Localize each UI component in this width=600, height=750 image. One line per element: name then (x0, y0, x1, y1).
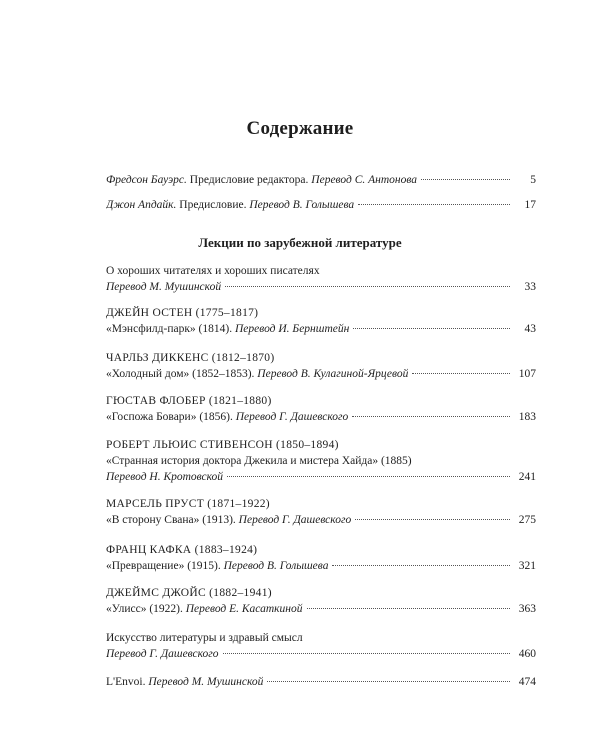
toc-entry-lenvoi[interactable] (106, 674, 536, 690)
entry-work: «В сторону Свана» (1913). (106, 514, 236, 526)
dot-leader (223, 653, 510, 654)
dot-leader (267, 681, 510, 682)
toc-entry-editor-preface[interactable] (106, 172, 536, 188)
toc-entry-proust[interactable] (106, 496, 536, 528)
toc-entry-good-readers[interactable] (106, 263, 536, 295)
entry-work: «Странная история доктора Джекила и мистера Хайда» (1885) (106, 455, 412, 467)
dot-leader (332, 565, 510, 566)
entry-translator: Перевод В. Кулагиной-Ярцевой (257, 368, 409, 380)
dot-leader (355, 519, 510, 520)
entry-title: L'Envoi. (106, 676, 146, 688)
entry-author-name: ГЮСТАВ ФЛОБЕР (1821–1880) (106, 395, 272, 407)
entry-author-name: ДЖЕЙН ОСТЕН (1775–1817) (106, 307, 259, 319)
page-number: 363 (518, 603, 536, 615)
page-number: 43 (524, 323, 536, 335)
entry-translator: Перевод В. Голышева (249, 199, 355, 211)
entry-translator: Перевод И. Бернштейн (234, 323, 350, 335)
toc-entry-art-of-literature[interactable] (106, 630, 536, 662)
page-number: 321 (518, 560, 536, 572)
entry-text: Предисловие редактора. (189, 174, 309, 186)
toc-entry-flaubert[interactable] (106, 393, 536, 425)
section-title: Лекции по зарубежной литературе (198, 235, 402, 250)
page-number: 275 (518, 514, 536, 526)
page-number: 33 (524, 281, 536, 293)
dot-leader (225, 286, 510, 287)
entry-author: Фредсон Бауэрс. (106, 174, 187, 186)
entry-title: Искусство литературы и здравый смысл (106, 632, 303, 644)
page-title: Содержание (246, 118, 354, 139)
entry-translator: Перевод В. Голышева (223, 560, 329, 572)
toc-entry-joyce[interactable] (106, 585, 536, 617)
entry-title: О хороших читателях и хороших писателях (106, 265, 320, 277)
entry-translator: Перевод М. Мушинской (106, 281, 222, 293)
entry-work: «Улисс» (1922). (106, 603, 183, 615)
entry-translator: Перевод Г. Дашевского (235, 411, 349, 423)
entry-work: «Мэнсфилд-парк» (1814). (106, 323, 233, 335)
dot-leader (412, 373, 510, 374)
entry-translator: Перевод Е. Касаткиной (185, 603, 303, 615)
entry-translator: Перевод Н. Кротовской (106, 471, 224, 483)
entry-translator: Перевод М. Мушинской (148, 676, 264, 688)
page-number: 460 (518, 648, 536, 660)
dot-leader (227, 476, 510, 477)
toc-entry-kafka[interactable] (106, 542, 536, 574)
page-number: 241 (518, 471, 536, 483)
dot-leader (421, 179, 510, 180)
entry-work: «Госпожа Бовари» (1856). (106, 411, 233, 423)
page-number: 474 (518, 676, 536, 688)
entry-translator: Перевод Г. Дашевского (106, 648, 219, 660)
page-number: 5 (530, 174, 536, 186)
entry-work: «Превращение» (1915). (106, 560, 221, 572)
entry-author-name: ЧАРЛЬЗ ДИККЕНС (1812–1870) (106, 352, 275, 364)
dot-leader (307, 608, 511, 609)
entry-work: «Холодный дом» (1852–1853). (106, 368, 255, 380)
entry-translator: Перевод С. Антонова (311, 174, 418, 186)
page-number: 107 (518, 368, 536, 380)
entry-author-name: ДЖЕЙМС ДЖОЙС (1882–1941) (106, 587, 272, 599)
page-number: 17 (524, 199, 536, 211)
entry-author-name: РОБЕРТ ЛЬЮИС СТИВЕНСОН (1850–1894) (106, 439, 339, 451)
entry-text: Предисловие. (179, 199, 247, 211)
entry-author-name: МАРСЕЛЬ ПРУСТ (1871–1922) (106, 498, 270, 510)
toc-entry-austen[interactable] (106, 305, 536, 337)
toc-entry-stevenson[interactable] (106, 437, 536, 485)
toc-entry-preface[interactable] (106, 197, 536, 213)
dot-leader (353, 328, 510, 329)
entry-author: Джон Апдайк. (106, 199, 177, 211)
toc-entry-dickens[interactable] (106, 350, 536, 382)
dot-leader (352, 416, 510, 417)
dot-leader (358, 204, 510, 205)
page-number: 183 (518, 411, 536, 423)
entry-author-name: ФРАНЦ КАФКА (1883–1924) (106, 544, 258, 556)
entry-translator: Перевод Г. Дашевского (238, 514, 352, 526)
